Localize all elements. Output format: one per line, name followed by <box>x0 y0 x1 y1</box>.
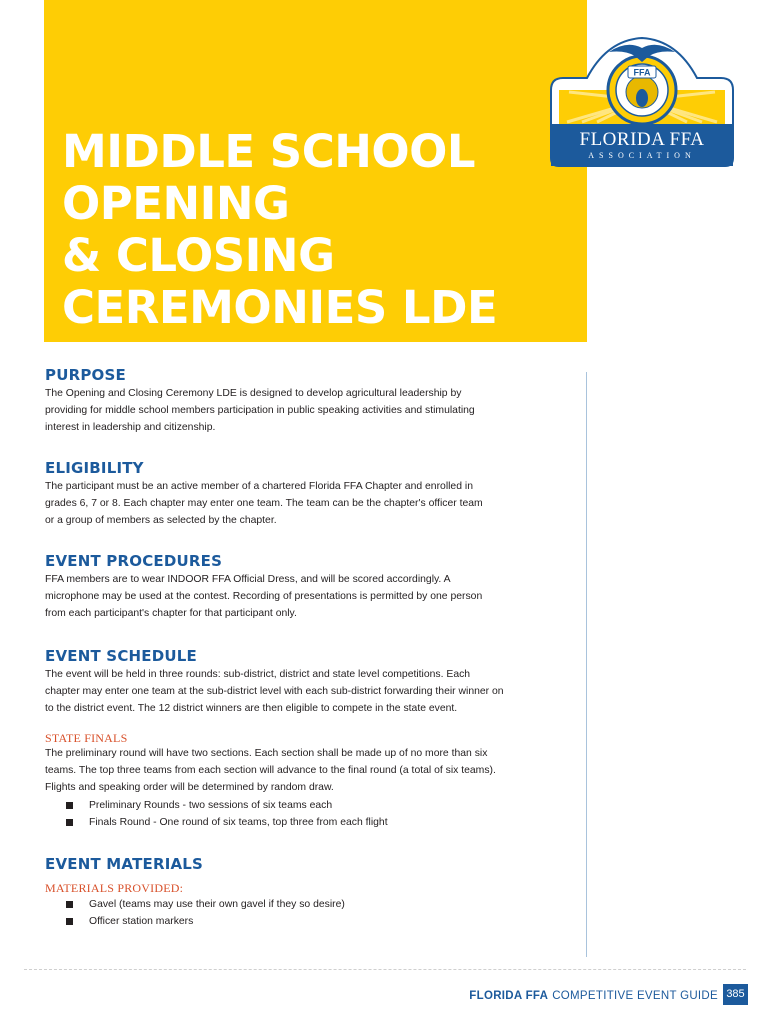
text-line: Flights and speaking order will be determined by random draw. <box>45 781 334 793</box>
procedures-heading: EVENT PROCEDURES <box>45 552 223 571</box>
text-line: chapter may enter one team at the sub-district level with each sub-district forwarding their winner on <box>45 686 504 698</box>
list-item-text: Gavel (teams may use their own gavel if they so desire) <box>89 898 345 910</box>
schedule-text <box>45 667 555 718</box>
page-title-line: MIDDLE SCHOOL <box>62 125 476 178</box>
text-line: teams. The top three teams from each section will advance to the final round (a total of six teams). <box>45 764 496 776</box>
state-finals-list <box>66 797 555 831</box>
page-number: 385 <box>723 984 748 1005</box>
text-line: providing for middle school members participation in public speaking activities and stimulating <box>45 404 475 416</box>
text-line: The event will be held in three rounds: sub-district, district and state level competitions. Each <box>45 669 471 681</box>
eligibility-text <box>45 479 555 530</box>
list-item <box>66 896 555 913</box>
eligibility-heading: ELIGIBILITY <box>45 458 144 477</box>
bullet-square-icon <box>66 918 73 925</box>
materials-list <box>66 896 555 930</box>
ffa-emblem-icon <box>547 30 737 170</box>
bullet-square-icon <box>66 901 73 908</box>
logo-name: FLORIDA FFA <box>579 129 705 150</box>
state-finals-text <box>45 746 555 797</box>
page-title-line: CEREMONIES LDE <box>62 281 498 334</box>
footer-org: FLORIDA FFA <box>469 990 549 1002</box>
text-line: The Opening and Closing Ceremony LDE is designed to develop agricultural leadership by <box>45 388 462 399</box>
page-footer <box>469 987 718 1005</box>
text-line: FFA members are to wear INDOOR FFA Official Dress, and will be scored accordingly. A <box>45 574 451 586</box>
text-line: from each participant's chapter for that participant only. <box>45 608 297 620</box>
text-line: microphone may be used at the contest. Recording of presentations is permitted by one person <box>45 591 483 603</box>
florida-ffa-logo <box>547 30 737 170</box>
text-line: grades 6, 7 or 8. Each chapter may enter one team. The team can be the chapter's officer team <box>45 497 483 509</box>
text-line: interest in leadership and citizenship. <box>45 421 216 433</box>
list-item-text: Finals Round - One round of six teams, top three from each flight <box>89 816 388 828</box>
bullet-square-icon <box>66 802 73 809</box>
text-line: The participant must be an active member of a chartered Florida FFA Chapter and enrolled in <box>45 480 473 492</box>
logo-subtitle: ASSOCIATION <box>588 151 696 160</box>
materials-provided-heading: MATERIALS PROVIDED: <box>45 880 184 895</box>
text-line: to the district event. The 12 district winners are then eligible to compete in the state event. <box>45 702 458 714</box>
title-banner <box>44 0 587 342</box>
list-item <box>66 814 555 831</box>
emblem-ffa-text: FFA <box>633 67 651 78</box>
schedule-section <box>45 645 555 830</box>
list-item-text: Officer station markers <box>89 915 194 927</box>
materials-section <box>45 853 555 930</box>
purpose-section <box>45 364 555 437</box>
procedures-text <box>45 572 555 623</box>
bullet-square-icon <box>66 819 73 826</box>
list-item-text: Preliminary Rounds - two sessions of six teams each <box>89 799 333 811</box>
page-title-line: & CLOSING <box>62 229 335 282</box>
text-line: The preliminary round will have two sections. Each section shall be made up of no more than six <box>45 747 488 759</box>
materials-heading: EVENT MATERIALS <box>45 854 204 873</box>
text-line: or a group of members as selected by the chapter. <box>45 514 277 526</box>
schedule-heading: EVENT SCHEDULE <box>45 647 197 666</box>
eligibility-section <box>45 457 555 530</box>
footer-guide-title: COMPETITIVE EVENT GUIDE <box>552 990 718 1002</box>
footer-divider <box>24 969 746 970</box>
procedures-section <box>45 550 555 623</box>
purpose-text <box>45 386 555 437</box>
page-title <box>62 126 582 334</box>
list-item <box>66 913 555 930</box>
main-content <box>45 364 555 930</box>
margin-rule <box>586 372 587 957</box>
state-finals-heading: STATE FINALS <box>45 730 128 745</box>
list-item <box>66 797 555 814</box>
page-title-line: OPENING <box>62 177 290 230</box>
purpose-heading: PURPOSE <box>45 366 126 384</box>
